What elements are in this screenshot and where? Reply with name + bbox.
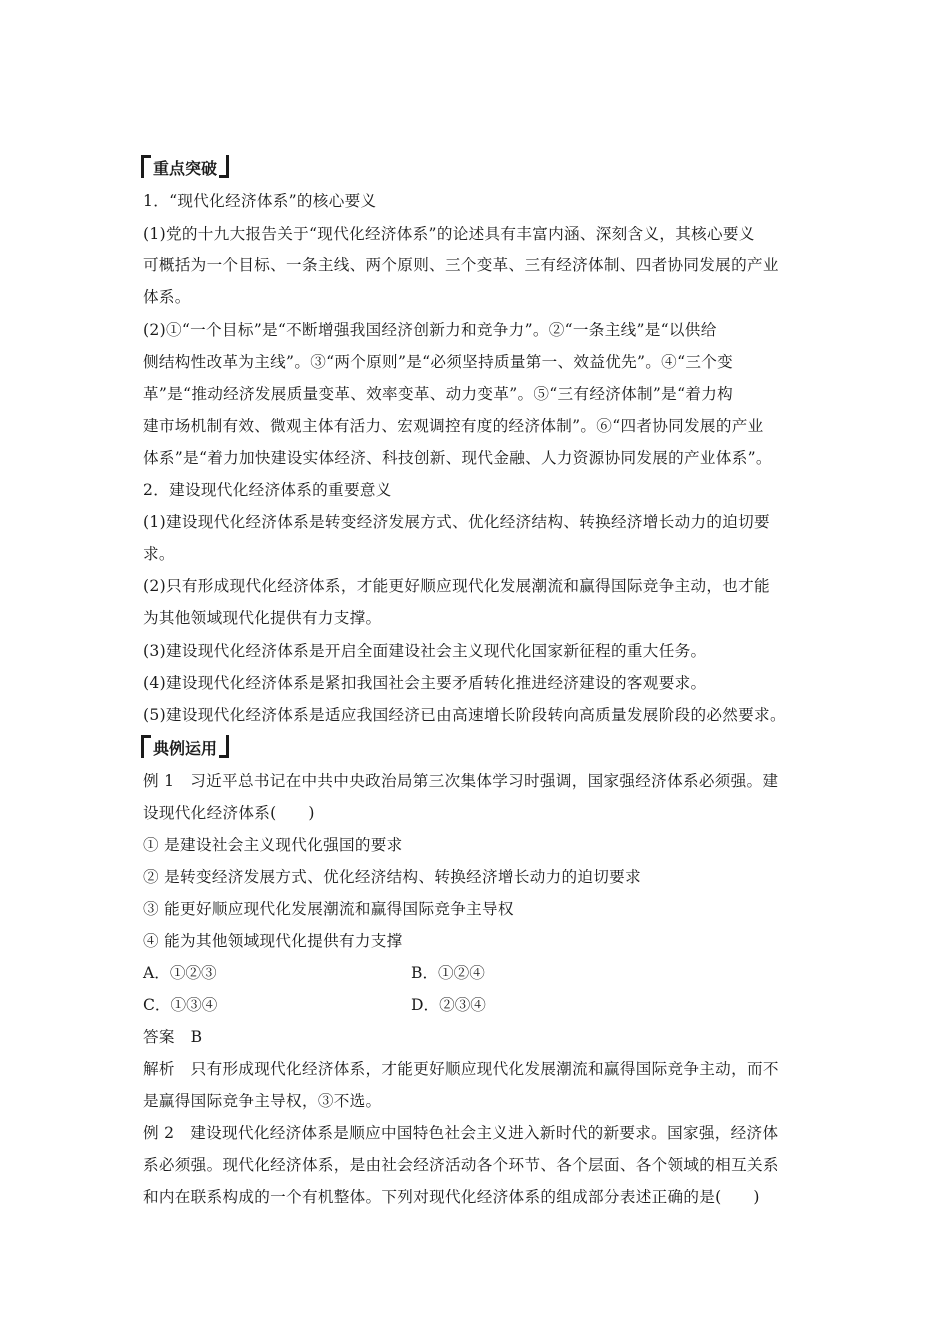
example1-question: 设现代化经济体系( )	[143, 804, 315, 822]
paragraph-line: 建市场机制有效、微观主体有活力、宏观调控有度的经济体制”。⑥“四者协同发展的产业	[143, 417, 764, 435]
paragraph-line: 体系”是“着力加快建设实体经济、科技创新、现代金融、人力资源协同发展的产业体系”。	[143, 449, 772, 467]
paragraph-line: (5)建设现代化经济体系是适应我国经济已由高速增长阶段转向高质量发展阶段的必然要求。	[143, 706, 786, 724]
example1-answer: 答案 B	[143, 1028, 203, 1046]
paragraph-line: 为其他领域现代化提供有力支撑。	[143, 609, 382, 627]
example2-question: 例 2 建设现代化经济体系是顺应中国特色社会主义进入新时代的新要求。国家强，经济体	[143, 1124, 779, 1142]
section-header-label: 典例运用	[153, 739, 218, 758]
heading-core-meaning: 1．“现代化经济体系”的核心要义	[143, 192, 377, 210]
paragraph-line: (2)只有形成现代化经济体系，才能更好顺应现代化发展潮流和赢得国际竞争主动，也才能	[143, 577, 770, 595]
paragraph-line: 侧结构性改革为主线”。③“两个原则”是“必须坚持质量第一、效益优先”。④“三个变	[143, 353, 734, 371]
section-header-label: 重点突破	[153, 159, 218, 178]
paragraph-line: (4)建设现代化经济体系是紧扣我国社会主要矛盾转化推进经济建设的客观要求。	[143, 674, 707, 692]
paragraph-line: 求。	[143, 545, 175, 563]
example2-question: 和内在联系构成的一个有机整体。下列对现代化经济体系的组成部分表述正确的是( )	[143, 1188, 760, 1206]
example1-option-c: C．①③④	[143, 996, 218, 1014]
example1-question: 例 1 习近平总书记在中共中央政治局第三次集体学习时强调，国家强经济体系必须强。建	[143, 772, 779, 790]
example1-option-a: A．①②③	[143, 964, 217, 982]
paragraph-line: 体系。	[143, 288, 191, 306]
example1-statement: ③ 能更好顺应现代化发展潮流和赢得国际竞争主导权	[143, 900, 514, 918]
example1-option-b: B．①②④	[411, 964, 485, 982]
example1-option-d: D．②③④	[411, 996, 486, 1014]
example1-statement: ② 是转变经济发展方式、优化经济结构、转换经济增长动力的迫切要求	[143, 868, 641, 886]
section-header-key-points	[141, 155, 229, 181]
heading-significance: 2．建设现代化经济体系的重要意义	[143, 481, 392, 499]
section-header-examples	[141, 735, 229, 761]
bracket-right-icon	[219, 155, 229, 178]
paragraph-line: 革”是“推动经济发展质量变革、效率变革、动力变革”。⑤“三有经济体制”是“着力构	[143, 385, 734, 403]
example1-analysis: 解析 只有形成现代化经济体系，才能更好顺应现代化发展潮流和赢得国际竞争主动，而不	[143, 1060, 779, 1078]
bracket-left-icon	[141, 155, 151, 178]
paragraph-line: (3)建设现代化经济体系是开启全面建设社会主义现代化国家新征程的重大任务。	[143, 642, 707, 660]
example1-statement: ④ 能为其他领域现代化提供有力支撑	[143, 932, 403, 950]
bracket-right-icon	[219, 735, 229, 758]
paragraph-line: (1)建设现代化经济体系是转变经济发展方式、优化经济结构、转换经济增长动力的迫切要	[143, 513, 770, 531]
bracket-left-icon	[141, 735, 151, 758]
paragraph-line: 可概括为一个目标、一条主线、两个原则、三个变革、三有经济体制、四者协同发展的产业	[143, 256, 779, 274]
paragraph-line: (1)党的十九大报告关于“现代化经济体系”的论述具有丰富内涵、深刻含义，其核心要义	[143, 225, 755, 243]
paragraph-line: (2)①“一个目标”是“不断增强我国经济创新力和竞争力”。②“一条主线”是“以供给	[143, 321, 717, 339]
example2-question: 系必须强。现代化经济体系，是由社会经济活动各个环节、各个层面、各个领域的相互关系	[143, 1156, 779, 1174]
example1-statement: ① 是建设社会主义现代化强国的要求	[143, 836, 403, 854]
example1-analysis: 是赢得国际竞争主导权，③不选。	[143, 1092, 382, 1110]
